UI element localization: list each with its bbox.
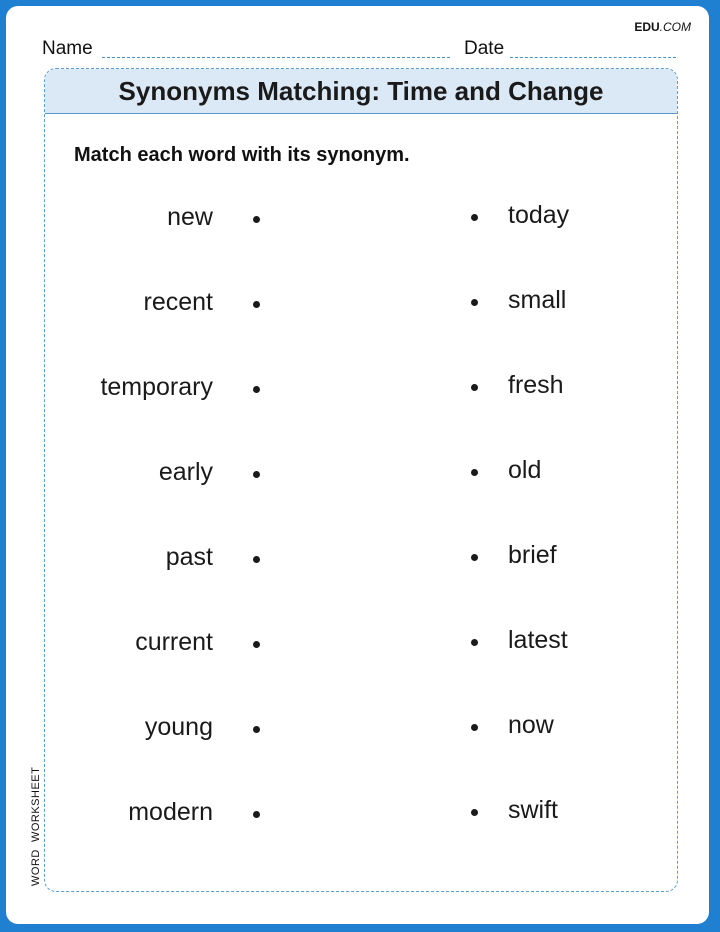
match-row: [45, 536, 677, 576]
left-word: new: [167, 203, 213, 231]
right-word: now: [508, 711, 554, 739]
instructions: Match each word with its synonym.: [74, 144, 410, 166]
match-row: [45, 196, 677, 236]
left-word: past: [165, 543, 213, 571]
left-dot[interactable]: [253, 641, 260, 648]
right-word: fresh: [508, 371, 564, 399]
right-dot[interactable]: [471, 554, 478, 561]
right-dot[interactable]: [471, 384, 478, 391]
match-row: [45, 281, 677, 321]
right-dot[interactable]: [471, 214, 478, 221]
name-line[interactable]: [102, 57, 450, 58]
right-word: latest: [508, 626, 568, 654]
worksheet-page: [6, 6, 709, 924]
left-dot[interactable]: [253, 726, 260, 733]
match-row: [45, 366, 677, 406]
match-row: [45, 621, 677, 661]
match-row: [45, 791, 677, 831]
match-row: [45, 706, 677, 746]
right-word: brief: [508, 541, 557, 569]
left-word: current: [135, 628, 213, 656]
brand-logo-bold: EDU: [634, 20, 660, 34]
left-dot[interactable]: [253, 301, 260, 308]
right-dot[interactable]: [471, 809, 478, 816]
brand-logo: [634, 20, 691, 34]
left-dot[interactable]: [253, 216, 260, 223]
left-word: young: [144, 713, 213, 741]
right-dot[interactable]: [471, 469, 478, 476]
date-label: Date: [464, 38, 505, 59]
left-word: modern: [128, 798, 213, 826]
right-dot[interactable]: [471, 299, 478, 306]
side-label: WORD WORKSHEET: [30, 766, 42, 886]
title-bar: [45, 69, 677, 114]
name-field[interactable]: [42, 38, 93, 60]
right-word: swift: [508, 796, 558, 824]
name-label: Name: [42, 38, 93, 59]
left-dot[interactable]: [253, 386, 260, 393]
left-word: temporary: [100, 373, 213, 401]
right-word: old: [508, 456, 542, 484]
matching-panel: [44, 68, 678, 892]
right-word: today: [508, 201, 570, 229]
date-field[interactable]: [464, 38, 504, 60]
left-dot[interactable]: [253, 471, 260, 478]
right-dot[interactable]: [471, 639, 478, 646]
left-word: recent: [143, 288, 213, 316]
right-dot[interactable]: [471, 724, 478, 731]
left-word: early: [158, 458, 213, 486]
right-word: small: [508, 286, 567, 314]
brand-logo-suffix: .COM: [659, 20, 691, 34]
worksheet-title: Synonyms Matching: Time and Change: [118, 75, 604, 106]
left-dot[interactable]: [253, 556, 260, 563]
date-line[interactable]: [510, 57, 676, 58]
match-row: [45, 451, 677, 491]
left-dot[interactable]: [253, 811, 260, 818]
